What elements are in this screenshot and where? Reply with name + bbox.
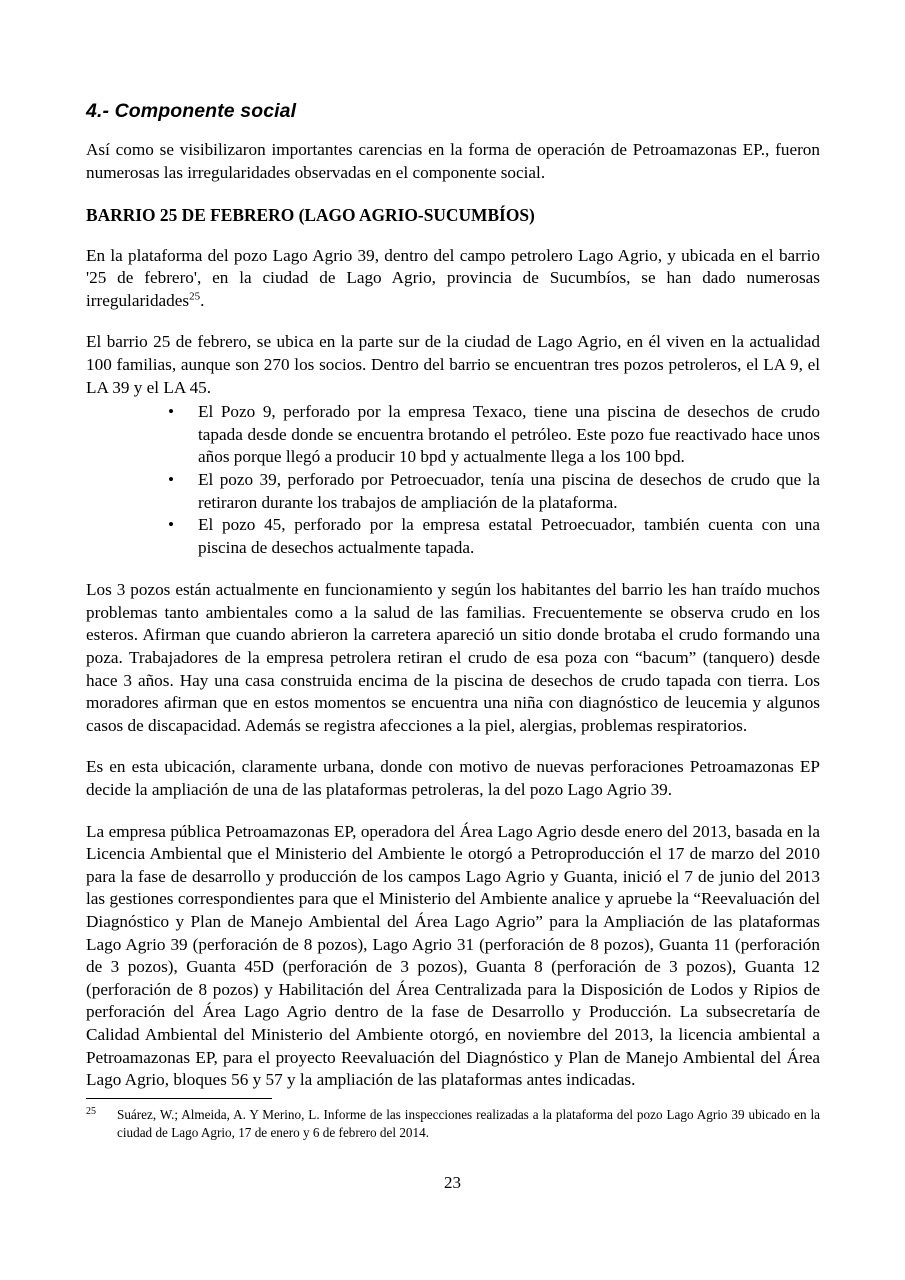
- intro-paragraph: Así como se visibilizaron importantes carencias en la forma de operación de Petroamazonas EP., fueron numerosas las irregularidades observadas en el componente social.: [86, 140, 820, 182]
- bullet-icon: •: [168, 469, 175, 489]
- page-number: 23: [444, 1173, 461, 1192]
- page-title: 4.- Componente social: [86, 100, 297, 122]
- footnote-entry: [86, 1106, 820, 1141]
- list-item: [86, 469, 820, 514]
- paragraph-empresa-publica: La empresa pública Petroamazonas EP, operadora del Área Lago Agrio desde enero del 2013, basada en la Licencia Ambiental que el Ministerio del Ambiente le otorgó a Petroproducción el 17 de marzo del 2010 para la fase de desarrollo y producción de los campos Lago Agrio y Guanta, inició el 7 de junio del 2013 las gestiones correspondientes para que el Ministerio del Ambiente analice y apruebe la “Reevaluación del Diagnóstico y Plan de Manejo Ambiental del Área Lago Agrio” para la Ampliación de las plataformas Lago Agrio 39 (perforación de 8 pozos), Lago Agrio 31 (perforación de 8 pozos), Guanta 11 (perforación de 3 pozos), Guanta 45D (perforación de 3 pozos), Guanta 8 (perforación de 3 pozos), Guanta 12 (perforación de 8 pozos) y Habilitación del Área Centralizada para la Disposición de Lodos y Ripios de perforación del Área Lago Agrio dentro de la fase de Desarrollo y Producción. La subsecretaría de Calidad Ambiental del Ministerio del Ambiente otorgó, en noviembre del 2013, la licencia ambiental a Petroamazonas EP, para el proyecto Reevaluación del Diagnóstico y Plan de Manejo Ambiental del Área Lago Agrio, bloques 56 y 57 y la ampliación de las plataformas antes indicadas.: [86, 821, 820, 1090]
- pozos-bullet-list: [86, 401, 820, 559]
- list-item: [86, 514, 820, 559]
- paragraph-ubicacion-urbana: Es en esta ubicación, claramente urbana, donde con motivo de nuevas perforaciones Petroamazonas EP decide la ampliación de una de las plataformas petroleras, la del pozo Lago Agrio 39.: [86, 757, 820, 800]
- list-item-text: El Pozo 9, perforado por la empresa Texaco, tiene una piscina de desechos de crudo tapada desde donde se encuentra brotando el petróleo. Este pozo fue reactivado hace unos años porque llegó a producir 10 bpd y actualmente llega a los 100 bpd.: [198, 402, 820, 467]
- paragraph-plataforma: [86, 245, 820, 313]
- page-content: [86, 100, 820, 1111]
- paragraph-plataforma-text: En la plataforma del pozo Lago Agrio 39, dentro del campo petrolero Lago Agrio, y ubicada en el barrio '25 de febrero', en la ciudad de Lago Agrio, provincia de Sucumbíos, se han dado numerosas irregularidades: [86, 245, 820, 310]
- subheading-barrio: BARRIO 25 DE FEBRERO (LAGO AGRIO-SUCUMBÍOS): [86, 204, 535, 225]
- paragraph-plataforma-period: .: [200, 290, 205, 310]
- list-item-text: El pozo 45, perforado por la empresa estatal Petroecuador, también cuenta con una piscina de desechos actualmente tapada.: [198, 515, 820, 557]
- footnote-text: Suárez, W.; Almeida, A. Y Merino, L. Informe de las inspecciones realizadas a la plataforma del pozo Lago Agrio 39 ubicado en la ciudad de Lago Agrio, 17 de enero y 6 de febrero del 2014.: [117, 1107, 820, 1140]
- paragraph-barrio-ubicacion: El barrio 25 de febrero, se ubica en la parte sur de la ciudad de Lago Agrio, en él viven en la actualidad 100 familias, aunque son 270 los socios. Dentro del barrio se encuentran tres pozos petroleros, el LA 9, el LA 39 y el LA 45.: [86, 332, 820, 397]
- paragraph-pozos-funcionamiento: Los 3 pozos están actualmente en funcionamiento y según los habitantes del barrio les han traído muchos problemas tanto ambientales como a la salud de las familias. Frecuentemente se observa crudo en los esteros. Afirman que cuando abrieron la carretera apareció un sitio donde brotaba el crudo formando una poza. Trabajadores de la empresa petrolera retiran el crudo de esa poza con “bacum” (tanquero) desde hace 3 años. Hay una casa construida encima de la piscina de desechos de crudo tapada con tierra. Los moradores afirman que en estos momentos se encuentra una niña con diagnóstico de leucemia y algunos casos de discapacidad. Además se registra afecciones a la piel, alergias, problemas respiratorios.: [86, 580, 820, 735]
- footnote-area: [86, 1098, 820, 1141]
- bullet-icon: •: [168, 515, 175, 535]
- footnote-number: 25: [86, 1106, 96, 1117]
- list-item: [86, 401, 820, 469]
- list-item-text: El pozo 39, perforado por Petroecuador, tenía una piscina de desechos de crudo que la retiraron durante los trabajos de ampliación de la plataforma.: [198, 469, 820, 512]
- footnote-reference-25[interactable]: 25: [189, 290, 201, 303]
- bullet-icon: •: [168, 402, 175, 422]
- footnote-separator: [86, 1098, 272, 1099]
